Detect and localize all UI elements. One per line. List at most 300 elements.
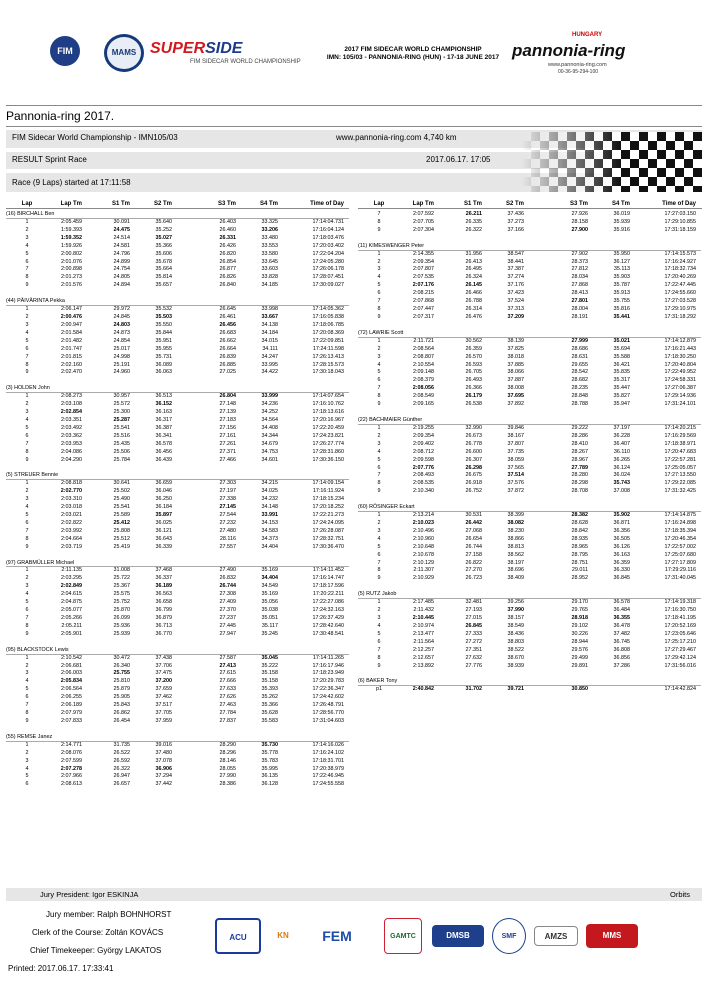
cell-s3: 28.965 bbox=[571, 543, 588, 550]
cell-laptime: 2:07.176 bbox=[412, 282, 434, 289]
cell-s4: 35.222 bbox=[261, 662, 278, 669]
lap-row bbox=[358, 472, 701, 480]
cell-s4: 35.366 bbox=[261, 702, 278, 709]
cell-s3: 29.576 bbox=[571, 646, 588, 653]
championship-label: FIM Sidecar World Championship - IMN105/03 bbox=[12, 133, 178, 142]
cell-s4: 36.135 bbox=[261, 773, 278, 780]
cell-s1: 32.481 bbox=[465, 599, 482, 606]
rider-name-text: (5) STREUER Bennie bbox=[6, 472, 59, 479]
cell-s4: 35.902 bbox=[613, 512, 630, 519]
cell-s2: 38.066 bbox=[507, 369, 524, 376]
cell-laptime: 2:06.564 bbox=[61, 686, 82, 693]
lap-row bbox=[6, 512, 349, 520]
cell-s1: 26.099 bbox=[113, 615, 130, 622]
cell-s1: 25.589 bbox=[113, 512, 130, 519]
rider-name bbox=[358, 243, 701, 251]
cell-s4: 33.480 bbox=[261, 234, 278, 241]
cell-timeofday: 17:24:55.660 bbox=[664, 290, 696, 297]
cell-timeofday: 17:14:05.362 bbox=[312, 306, 344, 313]
cell-timeofday: 17:25:05.057 bbox=[664, 464, 696, 471]
cell-timeofday: 17:22:21.273 bbox=[312, 512, 344, 519]
cell-laptime: 2:07.776 bbox=[412, 464, 434, 471]
cell-s4: 33.580 bbox=[261, 250, 278, 257]
cell-s1: 24.754 bbox=[113, 266, 130, 273]
cell-laptime: 2:03.351 bbox=[61, 416, 82, 423]
jury-bar bbox=[6, 888, 702, 901]
cell-lap: 6 bbox=[25, 258, 29, 265]
cell-laptime: 2:06.147 bbox=[61, 306, 82, 313]
cell-timeofday: 17:24:55.558 bbox=[312, 781, 344, 788]
cell-lap: 3 bbox=[25, 670, 29, 677]
lap-row bbox=[6, 615, 349, 623]
column-header: Lap Tm bbox=[412, 201, 434, 207]
cell-s4: 35.056 bbox=[261, 599, 278, 606]
cell-s2: 36.317 bbox=[155, 416, 172, 423]
cell-s3: 29.499 bbox=[571, 654, 588, 661]
cell-lap: 4 bbox=[377, 535, 381, 542]
cell-s2: 35.897 bbox=[155, 512, 172, 519]
cell-timeofday: 17:20:08.369 bbox=[312, 329, 344, 336]
row-spacer bbox=[358, 670, 701, 678]
cell-s4: 34.232 bbox=[261, 496, 278, 503]
cell-s1: 26.442 bbox=[465, 519, 482, 526]
column-header: S3 Tm bbox=[569, 201, 588, 207]
cell-laptime: 2:12.657 bbox=[413, 654, 434, 661]
cell-lap: 1 bbox=[25, 306, 29, 313]
row-spacer bbox=[358, 496, 701, 504]
cell-s4: 36.478 bbox=[613, 622, 630, 629]
lap-row bbox=[358, 338, 701, 346]
cell-s2: 39.256 bbox=[507, 599, 524, 606]
cell-lap: 8 bbox=[377, 393, 381, 400]
lap-row bbox=[6, 631, 349, 639]
cell-lap: 8 bbox=[25, 535, 29, 542]
cell-s3: 27.480 bbox=[219, 527, 236, 534]
cell-s2: 36.456 bbox=[155, 448, 172, 455]
lap-row bbox=[358, 393, 701, 401]
cell-s2: 37.576 bbox=[507, 480, 524, 487]
cell-laptime: 1:59.352 bbox=[60, 234, 82, 241]
sponsor-logo: AMZS bbox=[534, 926, 578, 946]
cell-s4: 35.950 bbox=[613, 250, 630, 257]
cell-s3: 27.615 bbox=[219, 670, 236, 677]
venue-title: Pannonia-ring 2017. bbox=[6, 109, 115, 123]
cell-s4: 34.564 bbox=[261, 416, 278, 423]
cell-laptime: 2:09.354 bbox=[413, 432, 434, 439]
cell-timeofday: 17:29:10.975 bbox=[664, 306, 696, 313]
cell-timeofday: 17:24:58.331 bbox=[664, 377, 696, 384]
cell-s4: 35.117 bbox=[261, 622, 278, 629]
cell-s1: 29.972 bbox=[113, 306, 130, 313]
cell-s1: 26.788 bbox=[465, 298, 482, 305]
cell-s2: 38.562 bbox=[507, 551, 524, 558]
cell-s3: 28.686 bbox=[571, 345, 588, 352]
event-title bbox=[318, 46, 508, 62]
cell-s3: 26.460 bbox=[219, 226, 236, 233]
cell-s4: 36.127 bbox=[613, 258, 630, 265]
cell-s3: 28.116 bbox=[219, 535, 236, 542]
cell-s1: 26.298 bbox=[465, 464, 482, 471]
row-spacer bbox=[6, 639, 349, 647]
cell-lap: 7 bbox=[377, 298, 381, 305]
lap-row bbox=[6, 314, 349, 322]
cell-laptime: 1:59.926 bbox=[61, 242, 82, 249]
cell-lap: 8 bbox=[377, 218, 381, 225]
cell-s2: 38.167 bbox=[507, 432, 524, 439]
lap-row bbox=[358, 488, 701, 496]
lap-row bbox=[358, 536, 701, 544]
cell-timeofday: 17:27:13.550 bbox=[664, 472, 696, 479]
cell-timeofday: 17:31:24.101 bbox=[664, 401, 696, 408]
cell-s4: 35.588 bbox=[613, 353, 630, 360]
cell-lap: 2 bbox=[377, 519, 381, 526]
lap-row bbox=[358, 528, 701, 536]
cell-lap: 2 bbox=[25, 749, 29, 756]
cell-s2: 37.695 bbox=[507, 393, 524, 400]
cell-s4: 33.603 bbox=[261, 266, 278, 273]
cell-s2: 38.549 bbox=[507, 622, 524, 629]
cell-s2: 37.825 bbox=[507, 345, 524, 352]
cell-s2: 35.678 bbox=[155, 258, 172, 265]
cell-s3: 30.850 bbox=[571, 686, 588, 693]
rider-name-text: (3) HOLDEN John bbox=[6, 385, 50, 392]
cell-timeofday: 17:28:15.573 bbox=[312, 361, 344, 368]
cell-s1: 31.008 bbox=[113, 567, 130, 574]
cell-lap: 3 bbox=[25, 409, 29, 416]
cell-laptime: 2:07.705 bbox=[413, 218, 434, 225]
cell-timeofday: 17:22:36.347 bbox=[312, 686, 344, 693]
cell-s1: 26.723 bbox=[465, 575, 482, 582]
cell-laptime: 2:40.842 bbox=[412, 686, 434, 693]
cell-laptime: 2:09.165 bbox=[413, 401, 434, 408]
cell-lap: 8 bbox=[377, 306, 381, 313]
lap-row bbox=[6, 496, 349, 504]
cell-lap: 9 bbox=[377, 662, 381, 669]
cell-lap: 7 bbox=[377, 559, 381, 566]
event-title-line2: IMN: 105/03 - PANNONIA-RING (HUN) - 17-18 JUNE 2017 bbox=[326, 54, 500, 61]
cell-timeofday: 17:20:47.683 bbox=[664, 448, 696, 455]
cell-s3: 28.191 bbox=[571, 313, 588, 320]
cell-laptime: 2:07.317 bbox=[413, 313, 434, 320]
cell-s1: 25.722 bbox=[113, 575, 130, 582]
cell-timeofday: 17:18:03.476 bbox=[312, 234, 344, 241]
cell-s4: 35.317 bbox=[613, 377, 630, 384]
lap-row bbox=[6, 781, 349, 789]
lap-row bbox=[358, 401, 701, 409]
cell-s2: 37.436 bbox=[507, 211, 524, 217]
cell-timeofday: 17:26:06.178 bbox=[312, 266, 344, 273]
cell-s2: 36.799 bbox=[155, 607, 172, 614]
cell-s2: 35.366 bbox=[155, 242, 172, 249]
cell-s2: 36.713 bbox=[155, 622, 172, 629]
cell-lap: 2 bbox=[25, 401, 29, 408]
cell-s4: 36.407 bbox=[613, 440, 630, 447]
cell-lap: 8 bbox=[25, 448, 29, 455]
lap-row bbox=[6, 702, 349, 710]
cell-s4: 36.808 bbox=[613, 646, 630, 653]
cell-laptime: 2:09.402 bbox=[413, 440, 434, 447]
lap-row bbox=[358, 599, 701, 607]
cell-s3: 29.170 bbox=[571, 599, 588, 606]
cell-s1: 26.322 bbox=[465, 226, 482, 233]
cell-s4: 36.421 bbox=[613, 361, 630, 368]
cell-lap: 6 bbox=[25, 519, 29, 526]
printed-time: Printed: 2017.06.17. 17:33:41 bbox=[8, 964, 114, 973]
cell-laptime: 2:05.834 bbox=[60, 678, 82, 685]
cell-lap: 7 bbox=[377, 472, 381, 479]
lap-row bbox=[358, 615, 701, 623]
cell-laptime: 2:04.875 bbox=[61, 599, 82, 606]
cell-laptime: 2:06.003 bbox=[61, 670, 82, 677]
cell-s4: 35.743 bbox=[613, 480, 630, 487]
cell-timeofday: 17:22:49.952 bbox=[664, 369, 696, 376]
lap-row bbox=[6, 536, 349, 544]
cell-s2: 37.078 bbox=[155, 757, 172, 764]
lap-row bbox=[358, 377, 701, 385]
cell-s1: 26.476 bbox=[465, 313, 482, 320]
cell-s3: 26.839 bbox=[219, 353, 236, 360]
cell-s2: 36.163 bbox=[155, 409, 172, 416]
event-title-line1: 2017 FIM SIDECAR WORLD CHAMPIONSHIP bbox=[344, 46, 482, 53]
cell-s1: 26.454 bbox=[113, 718, 130, 724]
cell-laptime: 1:59.393 bbox=[61, 226, 82, 233]
lap-row bbox=[358, 362, 701, 370]
cell-laptime: 2:08.564 bbox=[413, 345, 434, 352]
cell-s4: 35.245 bbox=[261, 630, 278, 637]
cell-s3: 26.854 bbox=[219, 258, 236, 265]
lap-row bbox=[6, 718, 349, 726]
cell-s4: 35.755 bbox=[613, 298, 630, 305]
cell-s3: 28.158 bbox=[571, 218, 588, 225]
cell-timeofday: 17:24:24.095 bbox=[312, 519, 344, 526]
cell-s4: 35.827 bbox=[613, 393, 630, 400]
cell-s4: 36.228 bbox=[613, 432, 630, 439]
cell-lap: 6 bbox=[25, 345, 29, 352]
cell-s2: 36.152 bbox=[155, 401, 172, 408]
cell-s2: 35.955 bbox=[155, 345, 172, 352]
cell-s4: 33.999 bbox=[261, 393, 278, 400]
cell-s2: 38.522 bbox=[507, 646, 524, 653]
cell-lap: 9 bbox=[377, 575, 381, 582]
lap-row bbox=[6, 243, 349, 251]
lap-row bbox=[6, 623, 349, 631]
cell-timeofday: 17:30:36.470 bbox=[312, 543, 344, 550]
cell-s4: 33.995 bbox=[261, 361, 278, 368]
cell-s2: 37.565 bbox=[507, 464, 524, 471]
race-start-label: Race (9 Laps) started at 17:11:58 bbox=[12, 178, 131, 187]
cell-timeofday: 17:16:24.898 bbox=[664, 519, 696, 526]
row-spacer bbox=[358, 409, 701, 417]
cell-s3: 27.156 bbox=[219, 424, 236, 431]
cell-laptime: 2:08.076 bbox=[61, 749, 82, 756]
cell-s2: 35.664 bbox=[155, 266, 172, 273]
cell-lap: 7 bbox=[25, 353, 29, 360]
lap-row bbox=[358, 639, 701, 647]
cell-s2: 36.563 bbox=[155, 591, 172, 598]
lap-row bbox=[358, 314, 701, 322]
cell-s4: 36.871 bbox=[613, 519, 630, 526]
cell-laptime: 2:13.477 bbox=[413, 630, 434, 637]
cell-s3: 28.290 bbox=[219, 741, 236, 748]
sponsor-logo: DMSB bbox=[432, 925, 484, 947]
cell-laptime: 2:09.354 bbox=[413, 258, 434, 265]
cell-s4: 34.344 bbox=[261, 432, 278, 439]
cell-s2: 37.438 bbox=[155, 654, 172, 661]
cell-laptime: 2:11.564 bbox=[413, 638, 434, 645]
cell-s1: 26.657 bbox=[113, 781, 130, 788]
cell-lap: 5 bbox=[377, 630, 381, 637]
cell-s4: 35.816 bbox=[613, 306, 630, 313]
lap-row bbox=[358, 686, 701, 694]
cell-laptime: 2:01.076 bbox=[61, 258, 82, 265]
divider bbox=[6, 126, 702, 127]
cell-laptime: 2:07.966 bbox=[61, 773, 82, 780]
cell-s4: 35.995 bbox=[261, 765, 278, 772]
cell-lap: 1 bbox=[25, 218, 29, 225]
cell-lap: 1 bbox=[377, 337, 381, 344]
cell-timeofday: 17:14:12.879 bbox=[664, 337, 696, 344]
rider-name bbox=[6, 734, 349, 742]
cell-s1: 26.705 bbox=[465, 369, 482, 376]
cell-s4: 35.628 bbox=[261, 710, 278, 717]
row-spacer bbox=[358, 583, 701, 591]
cell-s3: 26.662 bbox=[219, 337, 236, 344]
cell-laptime: 2:00.802 bbox=[61, 250, 82, 257]
lap-row bbox=[358, 607, 701, 615]
lap-row bbox=[6, 591, 349, 599]
lap-row bbox=[6, 583, 349, 591]
cell-lap: 4 bbox=[377, 274, 381, 281]
cell-s3: 28.708 bbox=[571, 488, 588, 495]
cell-laptime: 2:10.023 bbox=[412, 519, 434, 526]
lap-row bbox=[6, 401, 349, 409]
cell-laptime: 2:00.947 bbox=[61, 321, 82, 328]
cell-timeofday: 17:18:30.250 bbox=[664, 353, 696, 360]
cell-lap: 1 bbox=[25, 393, 29, 400]
cell-s3: 26.664 bbox=[219, 345, 236, 352]
cell-s1: 30.091 bbox=[113, 218, 130, 225]
lap-row bbox=[6, 433, 349, 441]
cell-timeofday: 17:18:13.616 bbox=[312, 409, 344, 416]
cell-s4: 36.505 bbox=[613, 535, 630, 542]
cell-s4: 34.422 bbox=[261, 369, 278, 376]
cell-laptime: 2:08.273 bbox=[61, 393, 82, 400]
column-header: Time of Day bbox=[662, 201, 696, 207]
cell-timeofday: 17:30:09.027 bbox=[312, 282, 344, 289]
cell-laptime: 2:00.898 bbox=[61, 266, 82, 273]
cell-s3: 26.461 bbox=[219, 313, 236, 320]
cell-lap: 3 bbox=[25, 234, 29, 241]
lap-row bbox=[6, 655, 349, 663]
cell-lap: p1 bbox=[376, 686, 382, 693]
cell-s1: 26.822 bbox=[465, 559, 482, 566]
lap-row bbox=[358, 512, 701, 520]
cell-lap: 7 bbox=[25, 527, 29, 534]
cell-lap: 3 bbox=[25, 496, 29, 503]
jury-president: Jury President: Igor ESKINJA bbox=[40, 890, 139, 899]
cell-s3: 27.587 bbox=[219, 654, 236, 661]
rider-name-text: (60) RÖSINGER Eckart bbox=[358, 504, 415, 511]
cell-lap: 1 bbox=[377, 599, 381, 606]
cell-s1: 26.322 bbox=[113, 765, 130, 772]
lap-row bbox=[6, 599, 349, 607]
cell-lap: 9 bbox=[25, 456, 29, 463]
cell-s2: 36.189 bbox=[155, 583, 172, 590]
cell-s1: 26.359 bbox=[465, 345, 482, 352]
cell-s2: 35.844 bbox=[155, 329, 172, 336]
cell-s2: 35.532 bbox=[155, 306, 172, 313]
cell-s1: 25.191 bbox=[113, 361, 130, 368]
cell-s1: 26.366 bbox=[465, 385, 482, 392]
cell-s4: 34.185 bbox=[261, 282, 278, 289]
cell-s1: 24.845 bbox=[113, 313, 130, 320]
rider-name bbox=[358, 678, 701, 686]
timing-provider: Orbits bbox=[669, 890, 690, 899]
cell-laptime: 2:10.554 bbox=[413, 361, 434, 368]
cell-s1: 27.632 bbox=[465, 654, 482, 661]
cell-s4: 35.038 bbox=[261, 607, 278, 614]
cell-laptime: 2:02.770 bbox=[60, 488, 82, 495]
cell-s3: 26.877 bbox=[219, 266, 236, 273]
cell-laptime: 2:14.355 bbox=[413, 250, 434, 257]
cell-s2: 38.939 bbox=[507, 662, 524, 669]
cell-s2: 37.659 bbox=[155, 686, 172, 693]
lap-row bbox=[358, 441, 701, 449]
lap-row bbox=[358, 282, 701, 290]
cell-s2: 38.409 bbox=[507, 575, 524, 582]
cell-s3: 27.413 bbox=[219, 662, 236, 669]
lap-row bbox=[358, 433, 701, 441]
column-header: Lap bbox=[21, 201, 33, 207]
cell-s1: 26.862 bbox=[113, 710, 130, 717]
cell-s1: 25.435 bbox=[113, 440, 130, 447]
lap-row bbox=[358, 298, 701, 306]
cell-s3: 29.102 bbox=[571, 622, 588, 629]
cell-s3: 28.235 bbox=[571, 385, 588, 392]
lap-row bbox=[358, 274, 701, 282]
divider bbox=[6, 105, 702, 106]
lap-row bbox=[358, 354, 701, 362]
rider-name bbox=[358, 417, 701, 425]
cell-lap: 5 bbox=[25, 512, 29, 519]
cell-timeofday: 17:14:20.215 bbox=[664, 424, 696, 431]
cell-s4: 33.645 bbox=[261, 258, 278, 265]
cell-laptime: 2:10.129 bbox=[413, 559, 434, 566]
cell-laptime: 2:07.599 bbox=[61, 757, 82, 764]
cell-lap: 5 bbox=[377, 282, 381, 289]
cell-s3: 28.267 bbox=[571, 448, 588, 455]
cell-s1: 30.562 bbox=[465, 337, 482, 344]
lap-row bbox=[6, 750, 349, 758]
cell-s3: 29.891 bbox=[571, 662, 588, 669]
cell-lap: 7 bbox=[377, 385, 381, 392]
cell-s1: 27.193 bbox=[465, 607, 482, 614]
cell-laptime: 2:07.535 bbox=[413, 274, 434, 281]
cell-s2: 38.008 bbox=[507, 385, 524, 392]
cell-s3: 27.466 bbox=[219, 456, 236, 463]
cell-s3: 26.744 bbox=[219, 583, 236, 590]
lap-row bbox=[358, 623, 701, 631]
result-datetime: 2017.06.17. 17:05 bbox=[426, 155, 491, 164]
cell-s1: 26.145 bbox=[465, 282, 482, 289]
cell-s2: 37.735 bbox=[507, 448, 524, 455]
cell-lap: 5 bbox=[377, 369, 381, 376]
cell-s2: 38.157 bbox=[507, 615, 524, 622]
cell-s4: 34.184 bbox=[261, 329, 278, 336]
lap-row bbox=[358, 575, 701, 583]
lap-row bbox=[6, 322, 349, 330]
cell-s1: 27.068 bbox=[465, 527, 482, 534]
